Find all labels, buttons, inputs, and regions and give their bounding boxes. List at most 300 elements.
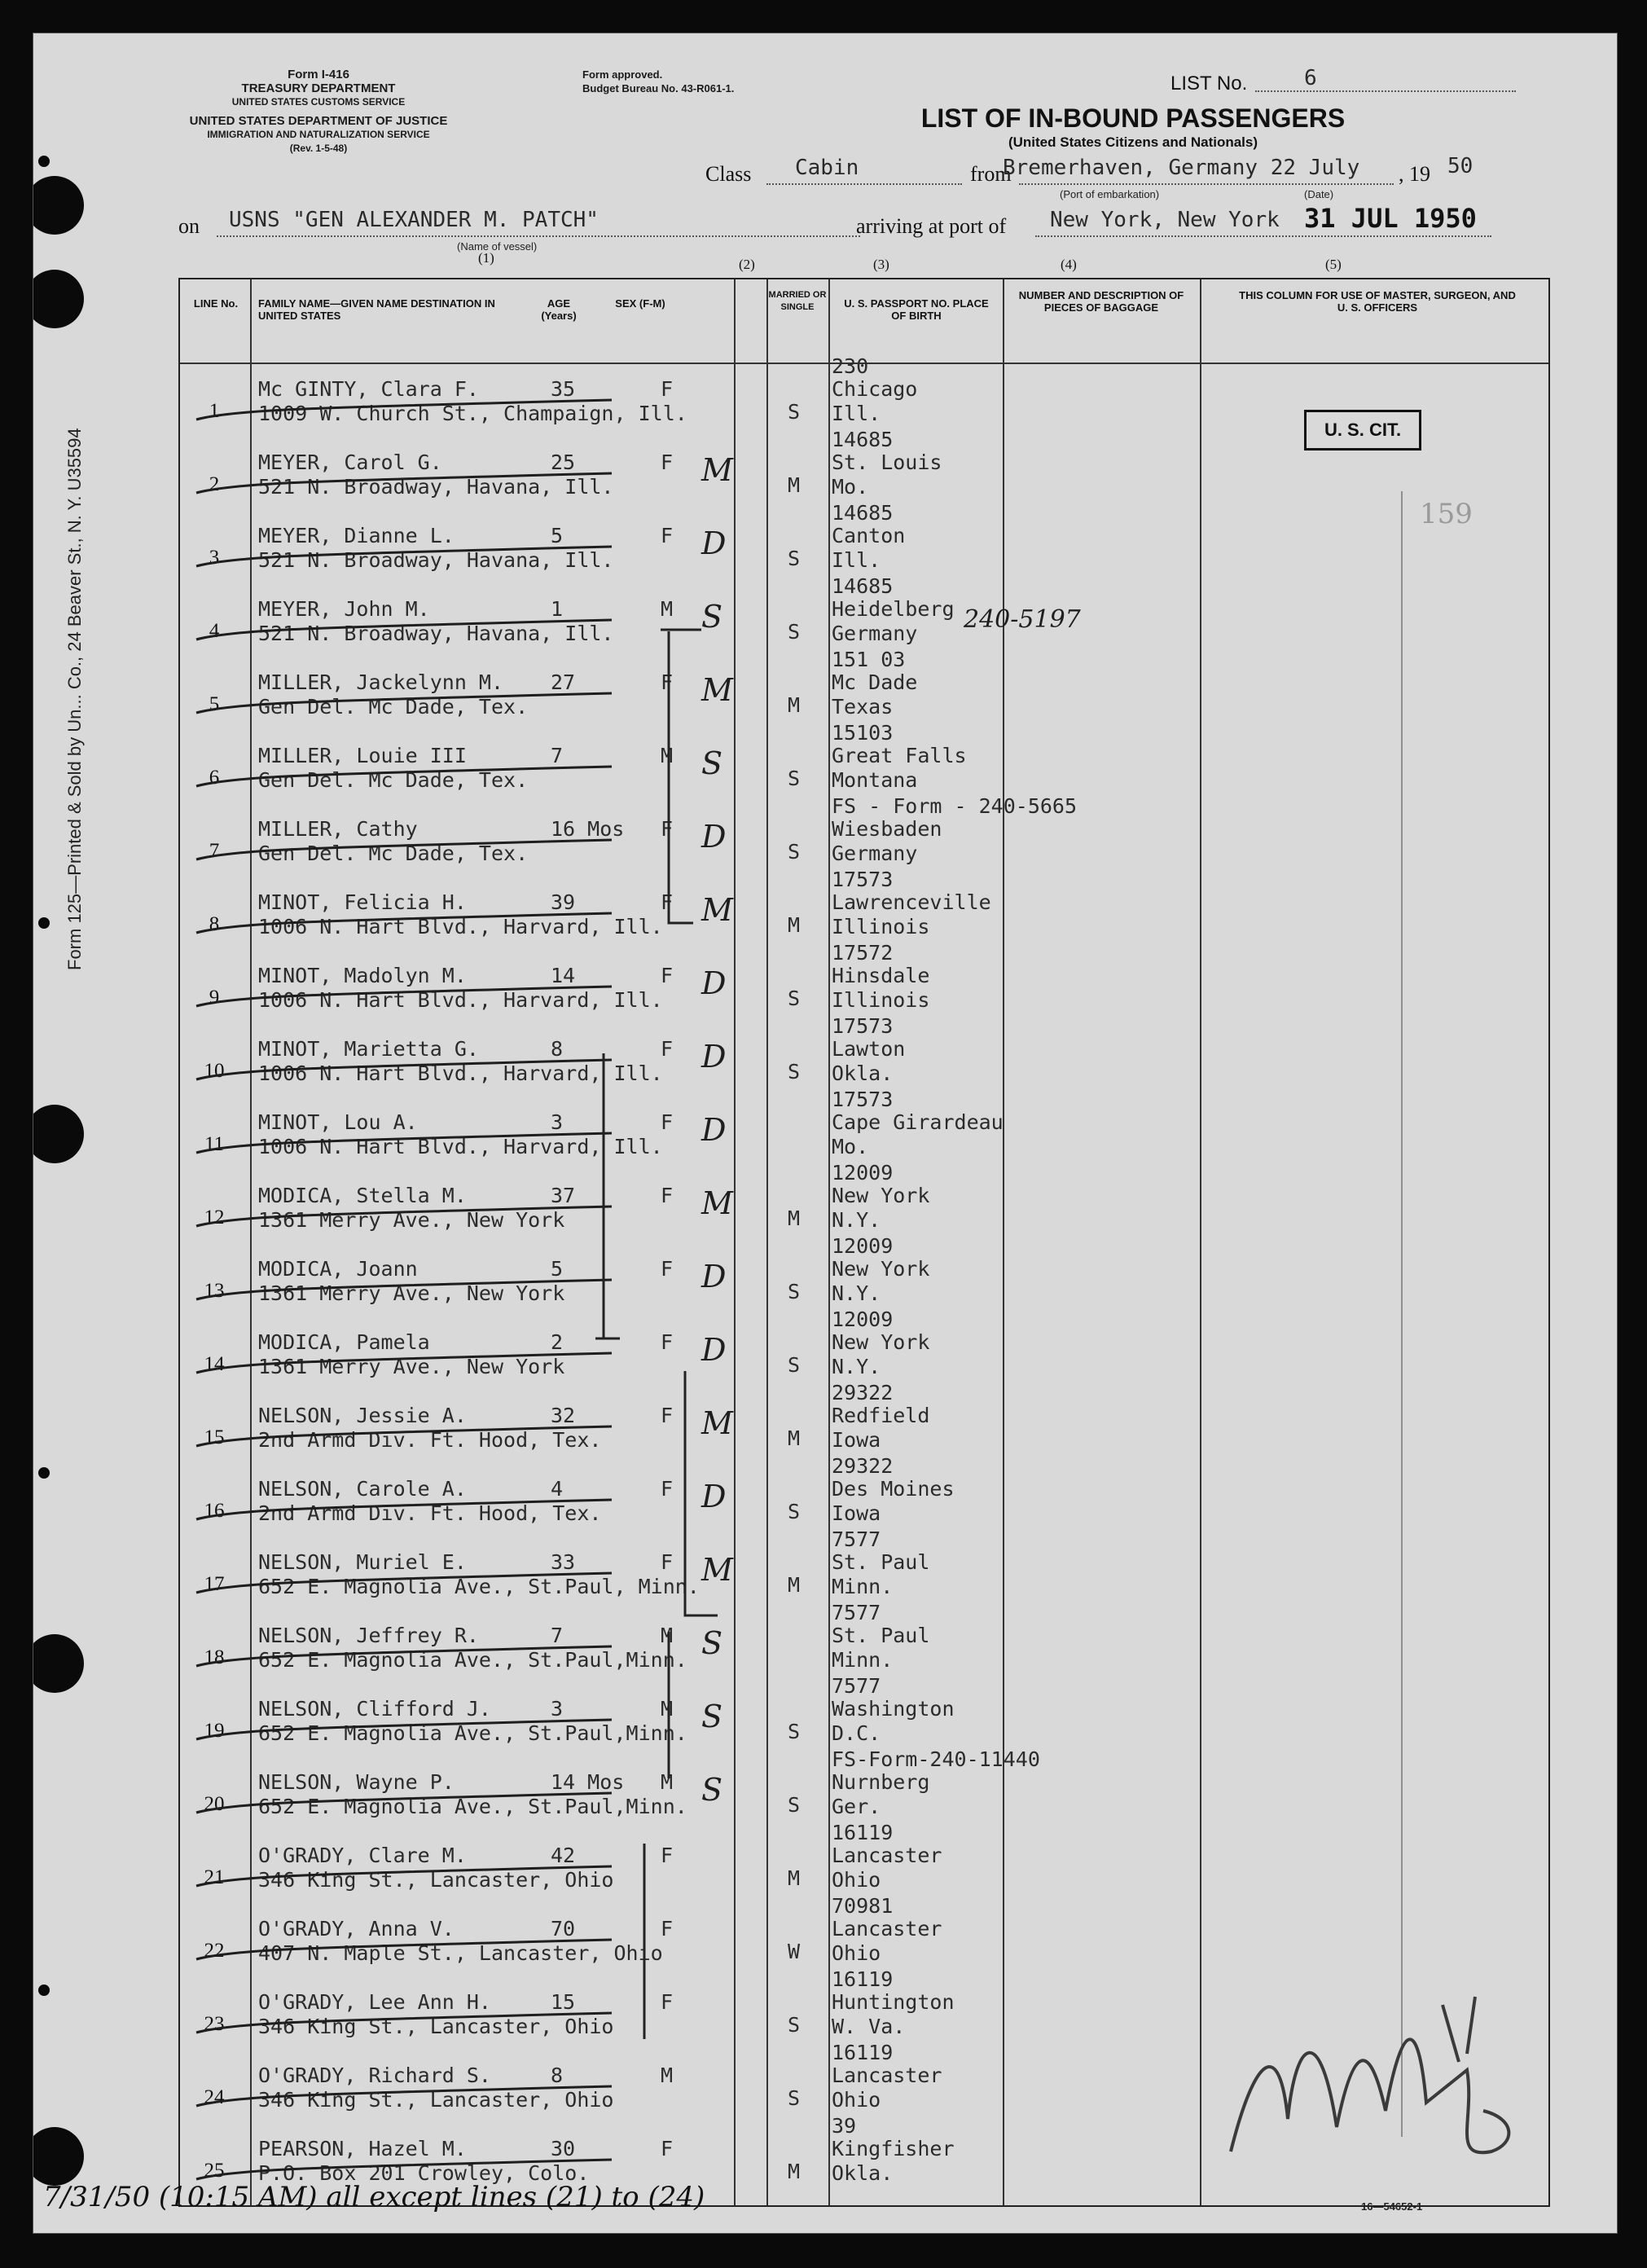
table-row — [180, 574, 1548, 656]
dept-treasury-sub: UNITED STATES CUSTOMS SERVICE — [231, 96, 406, 108]
line-number: 10 — [204, 1060, 225, 1082]
passenger-address: P.O. Box 201 Crowley, Colo. — [258, 2161, 590, 2185]
birth-state: Okla. — [832, 2161, 894, 2185]
birth-state: Mo. — [832, 475, 869, 499]
check-stroke — [188, 1128, 644, 1161]
passenger-age: 5 — [551, 1257, 564, 1281]
passenger-age: 33 — [551, 1550, 576, 1574]
passport-number: 16119 — [832, 1821, 894, 1844]
passenger-address: 652 E. Magnolia Ave., St.Paul,Minn. — [258, 1648, 687, 1672]
birth-city: Great Falls — [832, 744, 967, 767]
binder-hole — [33, 270, 84, 328]
birth-state: Ohio — [832, 2088, 881, 2112]
relation-mark: D — [701, 1112, 727, 1148]
passenger-marital: S — [788, 547, 801, 570]
passenger-marital: S — [788, 1353, 801, 1377]
passport-number: 17573 — [832, 1014, 894, 1038]
passenger-marital: M — [788, 1866, 801, 1890]
line-number: 17 — [204, 1573, 225, 1595]
col-header-baggage: NUMBER AND DESCRIPTION OF PIECES OF BAGGAGE — [1018, 289, 1184, 314]
passenger-age: 32 — [551, 1404, 576, 1427]
birth-city: Hinsdale — [832, 964, 930, 987]
birth-state: Okla. — [832, 1061, 894, 1085]
table-row — [180, 1674, 1548, 1756]
relation-mark: M — [701, 892, 733, 928]
faint-number: 159 — [1420, 498, 1473, 530]
col-header-married: MARRIED OR SINGLE — [768, 290, 827, 312]
list-no-dots — [1255, 90, 1516, 92]
passenger-address: Gen Del. Mc Dade, Tex. — [258, 695, 529, 719]
passenger-age: 15 — [551, 1990, 576, 2014]
passenger-name: PEARSON, Hazel M. — [258, 2137, 467, 2160]
table-row — [180, 1894, 1548, 1976]
check-stroke — [188, 1715, 644, 1747]
line-number: 22 — [204, 1940, 225, 1962]
birth-city: Lawrenceville — [832, 890, 991, 914]
relation-mark: D — [701, 1039, 727, 1075]
relation-mark: M — [701, 672, 733, 708]
check-stroke — [188, 2008, 644, 2041]
relation-mark: S — [701, 745, 723, 781]
table-row — [180, 1601, 1548, 1682]
passenger-sex: F — [661, 1037, 674, 1061]
passport-number: 70981 — [832, 1894, 894, 1918]
passenger-name: MILLER, Jackelynn M. — [258, 670, 504, 694]
passenger-name: MINOT, Marietta G. — [258, 1037, 479, 1061]
passenger-age: 39 — [551, 890, 576, 914]
class-value: Cabin — [795, 156, 859, 180]
line-number: 21 — [204, 1866, 225, 1888]
relation-mark: M — [701, 1405, 733, 1441]
passenger-name: MILLER, Cathy — [258, 817, 418, 841]
page-subtitle: (United States Citizens and Nationals) — [1008, 134, 1258, 150]
passenger-sex: F — [661, 670, 674, 694]
passport-number: 12009 — [832, 1161, 894, 1185]
birth-city: New York — [832, 1257, 930, 1281]
line-number: 14 — [204, 1353, 225, 1375]
form-number: Form I-416 — [288, 68, 349, 81]
passenger-sex: F — [661, 1477, 674, 1501]
relation-mark: D — [701, 525, 727, 561]
passenger-marital: S — [788, 1793, 801, 1817]
line-number: 7 — [209, 840, 220, 862]
passenger-address: 1361 Merry Ave., New York — [258, 1281, 565, 1305]
on-label: on — [178, 214, 200, 238]
table-row — [180, 1454, 1548, 1536]
passport-number: 17573 — [832, 1088, 894, 1111]
birth-city: Lancaster — [832, 1917, 942, 1941]
passenger-age: 5 — [551, 524, 564, 547]
passport-number: 12009 — [832, 1308, 894, 1331]
passenger-name: MEYER, Dianne L. — [258, 524, 455, 547]
passenger-marital: S — [788, 400, 801, 424]
manifest-page — [33, 33, 1618, 2234]
passenger-name: NELSON, Jeffrey R. — [258, 1624, 479, 1647]
passenger-age: 7 — [551, 744, 564, 767]
inspector-signature — [1206, 1989, 1532, 2180]
line-number: 3 — [209, 547, 220, 569]
birth-state: Illinois — [832, 988, 930, 1012]
passenger-age: 42 — [551, 1844, 576, 1867]
birth-city: Wiesbaden — [832, 817, 942, 841]
passenger-name: O'GRADY, Anna V. — [258, 1917, 455, 1941]
passenger-address: 652 E. Magnolia Ave., St.Paul,Minn. — [258, 1721, 687, 1745]
birth-city: Lawton — [832, 1037, 906, 1061]
col-marker-1: (1) — [478, 250, 494, 266]
passenger-address: 521 N. Broadway, Havana, Ill. — [258, 548, 614, 572]
table-row — [180, 1161, 1548, 1242]
passenger-sex: F — [661, 1330, 674, 1354]
binder-hole — [33, 2127, 84, 2186]
year-prefix: , 19 — [1399, 162, 1430, 186]
dept-justice-sub: IMMIGRATION AND NATURALIZATION SERVICE — [207, 129, 430, 140]
col-header-passport: U. S. PASSPORT NO. PLACE OF BIRTH — [844, 297, 989, 322]
form-approved: Form approved. — [582, 68, 663, 81]
line-number: 15 — [204, 1426, 225, 1448]
passenger-age: 37 — [551, 1184, 576, 1207]
passenger-sex: F — [661, 1257, 674, 1281]
passport-number: 7577 — [832, 1527, 881, 1551]
birth-city: New York — [832, 1184, 930, 1207]
relation-mark: S — [701, 1772, 723, 1808]
form-approval — [582, 68, 734, 95]
passenger-name: NELSON, Muriel E. — [258, 1550, 467, 1574]
check-stroke — [188, 982, 644, 1014]
birth-city: Lancaster — [832, 2064, 942, 2087]
birth-city: New York — [832, 1330, 930, 1354]
footer-annotation: 7/31/50 (10:15 AM) all except lines (21) to (24) — [43, 2181, 705, 2213]
col-marker-3: (3) — [873, 257, 889, 272]
arriving-label: arriving at port of — [856, 214, 1007, 238]
passenger-age: 3 — [551, 1697, 564, 1721]
check-stroke — [188, 1861, 644, 1894]
dept-justice: UNITED STATES DEPARTMENT OF JUSTICE — [189, 114, 448, 128]
from-label: from — [970, 162, 1012, 186]
from-value: Bremerhaven, Germany 22 July — [1003, 156, 1360, 180]
line-number: 4 — [209, 620, 220, 642]
passenger-age: 2 — [551, 1330, 564, 1354]
passport-number: 151 03 — [832, 648, 906, 671]
passenger-name: O'GRADY, Lee Ann H. — [258, 1990, 491, 2014]
passenger-marital: S — [788, 620, 801, 644]
punch-hole — [38, 1467, 50, 1479]
relation-mark: D — [701, 1259, 727, 1294]
passenger-table — [178, 278, 1550, 2207]
passport-number: 15103 — [832, 721, 894, 745]
passenger-address: 346 King St., Lancaster, Ohio — [258, 1868, 614, 1892]
passenger-address: 2nd Armd Div. Ft. Hood, Tex. — [258, 1428, 602, 1452]
passenger-sex: F — [661, 1184, 674, 1207]
check-stroke — [188, 1495, 644, 1527]
check-stroke — [188, 688, 644, 721]
table-row — [180, 1088, 1548, 1169]
check-stroke — [188, 395, 644, 428]
passport-number: 7577 — [832, 1601, 881, 1624]
relation-mark: D — [701, 819, 727, 855]
passenger-marital: S — [788, 1500, 801, 1523]
passenger-name: NELSON, Wayne P. — [258, 1770, 455, 1794]
passenger-sex: F — [661, 1844, 674, 1867]
passenger-age: 35 — [551, 377, 576, 401]
check-stroke — [188, 1422, 644, 1454]
passenger-sex: F — [661, 1990, 674, 2014]
passenger-name: MEYER, John M. — [258, 597, 430, 621]
passenger-marital: M — [788, 1207, 801, 1230]
check-stroke — [188, 1055, 644, 1088]
line-number: 20 — [204, 1793, 225, 1815]
line-number: 18 — [204, 1646, 225, 1668]
line-number: 24 — [204, 2086, 225, 2108]
birth-city: Redfield — [832, 1404, 930, 1427]
line-number: 23 — [204, 2013, 225, 2035]
vessel-caption: (Name of vessel) — [457, 240, 538, 253]
passenger-sex: F — [661, 1550, 674, 1574]
check-stroke — [188, 1935, 644, 1967]
passenger-sex: F — [661, 1404, 674, 1427]
passenger-marital: S — [788, 2086, 801, 2110]
passenger-name: NELSON, Carole A. — [258, 1477, 467, 1501]
relation-mark: S — [701, 1699, 723, 1734]
table-row — [180, 1014, 1548, 1096]
passenger-age: 30 — [551, 2137, 576, 2160]
table-row — [180, 1234, 1548, 1316]
passenger-marital: S — [788, 840, 801, 864]
line-number: 12 — [204, 1207, 225, 1228]
passenger-address: Gen Del. Mc Dade, Tex. — [258, 842, 529, 865]
birth-city: St. Louis — [832, 451, 942, 474]
signature-scribble — [1206, 1989, 1532, 2176]
birth-city: Lancaster — [832, 1844, 942, 1867]
col-header-line-no: LINE No. — [193, 297, 239, 310]
birth-state: D.C. — [832, 1721, 881, 1745]
passport-number: 12009 — [832, 1234, 894, 1258]
passenger-marital: M — [788, 1426, 801, 1450]
passport-number: FS - Form - 240-5665 — [832, 794, 1078, 818]
line-number: 13 — [204, 1280, 225, 1302]
passenger-name: Mc GINTY, Clara F. — [258, 377, 479, 401]
passenger-sex: F — [661, 524, 674, 547]
table-row — [180, 1308, 1548, 1389]
punch-hole — [38, 156, 50, 167]
passenger-address: 1006 N. Hart Blvd., Harvard, Ill. — [258, 915, 663, 938]
passenger-age: 1 — [551, 597, 564, 621]
line-number: 19 — [204, 1720, 225, 1742]
birth-city: Mc Dade — [832, 670, 918, 694]
table-row — [180, 1527, 1548, 1609]
check-stroke — [188, 1788, 644, 1821]
birth-state: Montana — [832, 768, 918, 792]
line-number: 6 — [209, 767, 220, 789]
footer-form-number: 16—54652-1 — [1361, 2200, 1423, 2213]
passenger-sex: M — [661, 2064, 674, 2087]
passenger-marital: S — [788, 2013, 801, 2037]
relation-mark: M — [701, 1185, 733, 1221]
passenger-age: 14 — [551, 964, 576, 987]
birth-state: Ohio — [832, 1868, 881, 1892]
birth-city: Cape Girardeau — [832, 1110, 1004, 1134]
passport-number: 14685 — [832, 428, 894, 451]
vessel-dots — [217, 235, 860, 237]
check-stroke — [188, 1568, 644, 1601]
birth-state: Ohio — [832, 1941, 881, 1965]
passenger-name: MODICA, Stella M. — [258, 1184, 467, 1207]
passenger-address: 1361 Merry Ave., New York — [258, 1355, 565, 1378]
passenger-sex: M — [661, 744, 674, 767]
arrival-port: New York, New York — [1050, 208, 1280, 232]
check-stroke — [188, 908, 644, 941]
passport-number: 14685 — [832, 574, 894, 598]
passenger-sex: F — [661, 964, 674, 987]
passenger-age: 27 — [551, 670, 576, 694]
passport-number: 29322 — [832, 1381, 894, 1404]
passenger-name: O'GRADY, Richard S. — [258, 2064, 491, 2087]
relation-mark: M — [701, 452, 733, 488]
line-number: 5 — [209, 693, 220, 715]
passenger-sex: M — [661, 1624, 674, 1647]
birth-state: N.Y. — [832, 1355, 881, 1378]
passenger-sex: M — [661, 1697, 674, 1721]
passenger-age: 7 — [551, 1624, 564, 1647]
passenger-address: 521 N. Broadway, Havana, Ill. — [258, 475, 614, 499]
birth-city: Kingfisher — [832, 2137, 955, 2160]
passport-number: 230 — [832, 354, 869, 378]
passenger-sex: F — [661, 1917, 674, 1941]
passport-number: 29322 — [832, 1454, 894, 1478]
col-header-name: FAMILY NAME—GIVEN NAME DESTINATION IN UNITED STATES — [258, 297, 495, 322]
passenger-name: MINOT, Lou A. — [258, 1110, 418, 1134]
passenger-sex: F — [661, 1110, 674, 1134]
passenger-age: 8 — [551, 1037, 564, 1061]
table-row — [180, 501, 1548, 582]
passenger-address: 652 E. Magnolia Ave., St.Paul,Minn. — [258, 1795, 687, 1818]
check-stroke — [188, 1348, 644, 1381]
line-number: 9 — [209, 987, 220, 1009]
passenger-sex: F — [661, 817, 674, 841]
class-dots — [766, 183, 962, 185]
relation-mark: D — [701, 1479, 727, 1514]
passenger-name: MILLER, Louie III — [258, 744, 467, 767]
birth-state: N.Y. — [832, 1208, 881, 1232]
birth-state: W. Va. — [832, 2015, 906, 2038]
birth-state: Ger. — [832, 1795, 881, 1818]
line-number: 1 — [209, 400, 220, 422]
from-dots — [1019, 183, 1394, 185]
col-header-age: AGE (Years) — [541, 297, 577, 322]
passenger-sex: M — [661, 1770, 674, 1794]
birth-state: Germany — [832, 842, 918, 865]
birth-city: Des Moines — [832, 1477, 955, 1501]
table-row — [180, 1821, 1548, 1902]
birth-state: Minn. — [832, 1648, 894, 1672]
relation-mark: S — [701, 599, 723, 635]
form-agency-block — [147, 68, 490, 156]
passport-number: 16119 — [832, 1967, 894, 1991]
form-revision: (Rev. 1-5-48) — [289, 143, 348, 154]
passenger-marital: W — [788, 1940, 801, 1963]
relation-mark: S — [701, 1625, 723, 1661]
birth-state: Germany — [832, 622, 918, 645]
check-stroke — [188, 762, 644, 794]
passport-number: 39 — [832, 2114, 857, 2138]
passenger-age: 4 — [551, 1477, 564, 1501]
birth-city: Canton — [832, 524, 906, 547]
birth-city: St. Paul — [832, 1624, 930, 1647]
page-title: LIST OF IN-BOUND PASSENGERS — [920, 103, 1346, 133]
relation-mark: D — [701, 1332, 727, 1368]
passenger-address: 407 N. Maple St., Lancaster, Ohio — [258, 1941, 663, 1965]
birth-city: Huntington — [832, 1990, 955, 2014]
passenger-address: 521 N. Broadway, Havana, Ill. — [258, 622, 614, 645]
dept-treasury: TREASURY DEPARTMENT — [241, 81, 396, 95]
check-stroke — [188, 1642, 644, 1674]
passenger-address: 1009 W. Church St., Champaign, Ill. — [258, 402, 687, 425]
check-stroke — [188, 542, 644, 574]
date-caption: (Date) — [1304, 188, 1334, 200]
passenger-age: 16 Mos — [551, 817, 625, 841]
birth-city: Washington — [832, 1697, 955, 1721]
passport-number: 14685 — [832, 501, 894, 525]
passenger-name: MINOT, Felicia H. — [258, 890, 467, 914]
passport-number: 16119 — [832, 2041, 894, 2064]
passenger-age: 3 — [551, 1110, 564, 1134]
birth-state: Iowa — [832, 1501, 881, 1525]
binder-hole — [33, 176, 84, 235]
check-stroke — [188, 835, 644, 868]
arrival-dots — [1035, 235, 1491, 237]
birth-state: Ill. — [832, 548, 881, 572]
passenger-sex: F — [661, 890, 674, 914]
punch-hole — [38, 1984, 50, 1996]
birth-state: Ill. — [832, 402, 881, 425]
table-row — [180, 794, 1548, 876]
passenger-marital: S — [788, 987, 801, 1010]
passenger-marital: S — [788, 1060, 801, 1083]
passenger-marital: S — [788, 1720, 801, 1743]
passenger-address: 1361 Merry Ave., New York — [258, 1208, 565, 1232]
relation-mark: M — [701, 1552, 733, 1588]
list-no-label: LIST No. — [1170, 73, 1248, 94]
vessel-name: USNS "GEN ALEXANDER M. PATCH" — [229, 208, 599, 232]
printer-side-text: Form 125—Printed & Sold by Un... Co., 24 Beaver St., N. Y. U35594 — [64, 428, 85, 970]
table-row — [180, 868, 1548, 949]
passenger-address: 346 King St., Lancaster, Ohio — [258, 2088, 614, 2112]
passenger-address: 1006 N. Hart Blvd., Harvard, Ill. — [258, 988, 663, 1012]
passenger-age: 25 — [551, 451, 576, 474]
passenger-address: Gen Del. Mc Dade, Tex. — [258, 768, 529, 792]
table-row — [180, 1747, 1548, 1829]
passenger-marital: M — [788, 473, 801, 497]
passenger-address: 346 King St., Lancaster, Ohio — [258, 2015, 614, 2038]
birth-city: Heidelberg — [832, 597, 955, 621]
punch-hole — [38, 917, 50, 929]
birth-state: Iowa — [832, 1428, 881, 1452]
relation-mark: D — [701, 965, 727, 1001]
col-marker-5: (5) — [1325, 257, 1342, 272]
birth-city: Chicago — [832, 377, 918, 401]
col-marker-4: (4) — [1061, 257, 1077, 272]
passenger-marital: S — [788, 767, 801, 790]
line-number: 16 — [204, 1500, 225, 1522]
passenger-sex: F — [661, 451, 674, 474]
check-stroke — [188, 615, 644, 648]
passenger-age: 14 Mos — [551, 1770, 625, 1794]
col-header-officers: THIS COLUMN FOR USE OF MASTER, SURGEON, AND U. S. OFFICERS — [1239, 289, 1516, 314]
year-suffix: 50 — [1447, 154, 1474, 178]
passenger-marital: M — [788, 913, 801, 937]
check-stroke — [188, 1202, 644, 1234]
passenger-address: 1006 N. Hart Blvd., Harvard, Ill. — [258, 1135, 663, 1158]
passport-number: 7577 — [832, 1674, 881, 1698]
